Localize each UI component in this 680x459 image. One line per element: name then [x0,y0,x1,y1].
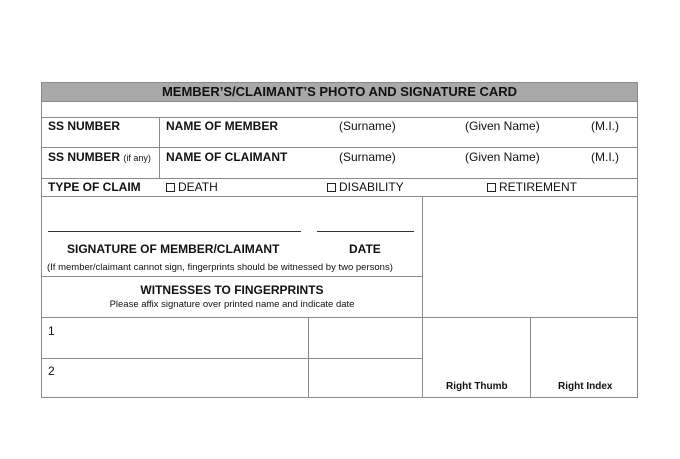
type-of-claim-label: TYPE OF CLAIM [48,180,141,194]
disability-label: DISABILITY [339,180,404,194]
divider [42,178,637,179]
ss-number-label: SS NUMBER [48,119,121,133]
divider [530,317,531,397]
claim-option-death[interactable] [166,180,218,194]
witness-row-number: 1 [48,324,55,338]
witness-row-number: 2 [48,364,55,378]
claim-option-disability[interactable] [327,180,404,194]
divider [42,358,422,359]
photo-area [423,197,637,317]
photo-signature-card [41,82,638,398]
retirement-label: RETIREMENT [499,180,577,194]
middle-initial-label: (M.I.) [591,150,619,164]
divider [42,147,637,148]
checkbox-retirement[interactable] [487,183,496,192]
right-thumb-label: Right Thumb [446,381,508,392]
divider [308,317,309,397]
given-name-label: (Given Name) [465,150,540,164]
surname-label: (Surname) [339,150,396,164]
surname-label: (Surname) [339,119,396,133]
divider [42,317,637,318]
claim-option-retirement[interactable] [487,180,577,194]
ss-number-claimant-label [48,150,151,164]
given-name-label: (Given Name) [465,119,540,133]
member-name-label: NAME OF MEMBER [166,119,278,133]
right-index-label: Right Index [558,381,613,392]
ss-number-text: SS NUMBER [48,150,121,164]
middle-initial-label: (M.I.) [591,119,619,133]
divider [42,117,637,118]
fingerprint-note: (If member/claimant cannot sign, fingerprints should be witnessed by two persons) [47,262,393,273]
date-label: DATE [349,242,381,256]
checkbox-disability[interactable] [327,183,336,192]
death-label: DEATH [178,180,218,194]
signature-label: SIGNATURE OF MEMBER/CLAIMANT [67,242,280,256]
signature-line[interactable] [48,231,301,232]
divider [42,101,637,102]
date-line[interactable] [317,231,414,232]
divider [159,117,160,178]
witnesses-title: WITNESSES TO FINGERPRINTS [140,283,324,297]
witnesses-subtitle: Please affix signature over printed name and indicate date [109,299,355,310]
if-any-note: (if any) [123,153,151,163]
checkbox-death[interactable] [166,183,175,192]
divider [42,276,422,277]
card-title: MEMBER’S/CLAIMANT’S PHOTO AND SIGNATURE CARD [42,83,637,101]
claimant-name-label: NAME OF CLAIMANT [166,150,288,164]
